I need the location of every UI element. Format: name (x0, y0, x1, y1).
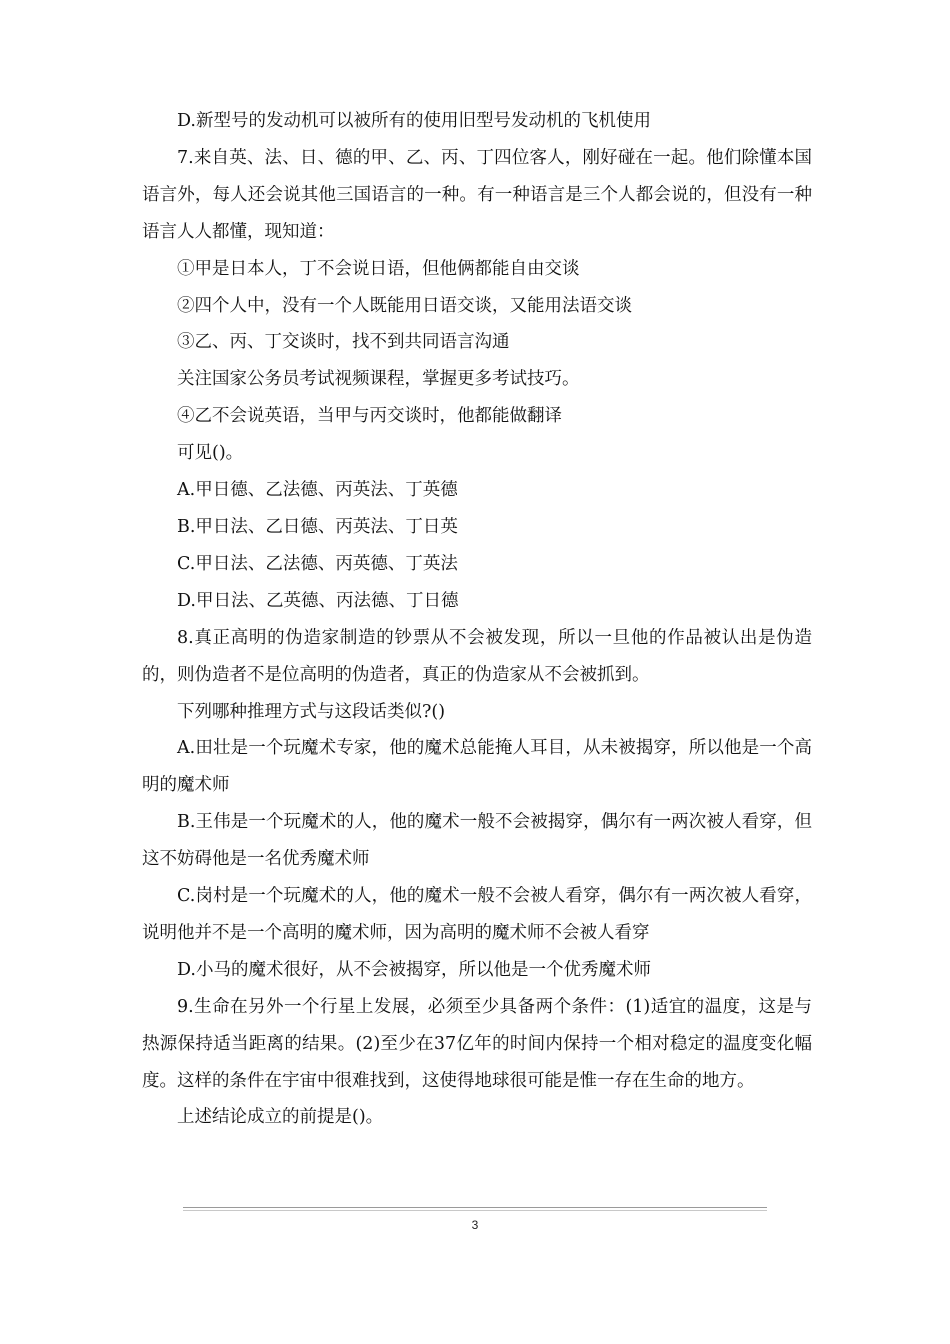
paragraph-condition-3: ③乙、丙、丁交谈时，找不到共同语言沟通 (177, 332, 510, 353)
footer-divider-shadow (183, 1210, 767, 1211)
footer-divider (183, 1207, 767, 1208)
paragraph-condition-4: ④乙不会说英语，当甲与丙交谈时，他都能做翻译 (177, 406, 562, 427)
paragraph-q8-option-b: B.王伟是一个玩魔术的人，他的魔术一般不会被揭穿，偶尔有一两次被人看穿，但这不妨碍他是一名优秀魔术师 (142, 812, 812, 870)
document-body (142, 103, 812, 1136)
paragraph-question-8: 8.真正高明的伪造家制造的钞票从不会被发现，所以一旦他的作品被认出是伪造的，则伪造者不是位高明的伪造者，真正的伪造家从不会被抓到。 (142, 627, 812, 685)
paragraph-condition-1: ①甲是日本人，丁不会说日语，但他俩都能自由交谈 (177, 258, 580, 279)
paragraph-q7-option-c: C.甲日法、乙法德、丙英德、丁英法 (177, 553, 458, 574)
paragraph-question-9: 9.生命在另外一个行星上发展，必须至少具备两个条件：(1)适宜的温度，这是与热源保持适当距离的结果。(2)至少在37亿年的时间内保持一个相对稳定的温度变化幅度。这样的条件在宇宙中很难找到，这使得地球很可能是惟一存在生命的地方。 (142, 996, 812, 1091)
paragraph-q8-option-a: A.田壮是一个玩魔术专家，他的魔术总能掩人耳目，从未被揭穿，所以他是一个高明的魔术师 (142, 738, 812, 796)
paragraph-promo-note: 关注国家公务员考试视频课程，掌握更多考试技巧。 (177, 369, 580, 390)
page-number: 3 (471, 1218, 479, 1232)
paragraph-question-7: 7.来自英、法、日、德的甲、乙、丙、丁四位客人，刚好碰在一起。他们除懂本国语言外，每人还会说其他三国语言的一种。有一种语言是三个人都会说的，但没有一种语言人人都懂，现知道： (142, 147, 812, 242)
paragraph-q8-option-c: C.岗村是一个玩魔术的人，他的魔术一般不会被人看穿，偶尔有一两次被人看穿，说明他并不是一个高明的魔术师，因为高明的魔术师不会被人看穿 (142, 886, 812, 943)
paragraph-condition-2: ②四个人中，没有一个人既能用日语交谈，又能用法语交谈 (177, 295, 632, 316)
paragraph-q8-prompt: 下列哪种推理方式与这段话类似?() (177, 701, 446, 722)
paragraph-q7-option-a: A.甲日德、乙法德、丙英法、丁英德 (177, 480, 458, 501)
paragraph-q7-option-b: B.甲日法、乙日德、丙英法、丁日英 (177, 516, 458, 537)
paragraph-option-d-q6: D.新型号的发动机可以被所有的使用旧型号发动机的飞机使用 (177, 111, 651, 131)
paragraph-q7-prompt: 可见()。 (177, 443, 244, 464)
paragraph-q7-option-d: D.甲日法、乙英德、丙法德、丁日德 (177, 590, 459, 611)
paragraph-q9-prompt: 上述结论成立的前提是()。 (177, 1107, 384, 1128)
paragraph-q8-option-d: D.小马的魔术很好，从不会被揭穿，所以他是一个优秀魔术师 (177, 959, 651, 980)
